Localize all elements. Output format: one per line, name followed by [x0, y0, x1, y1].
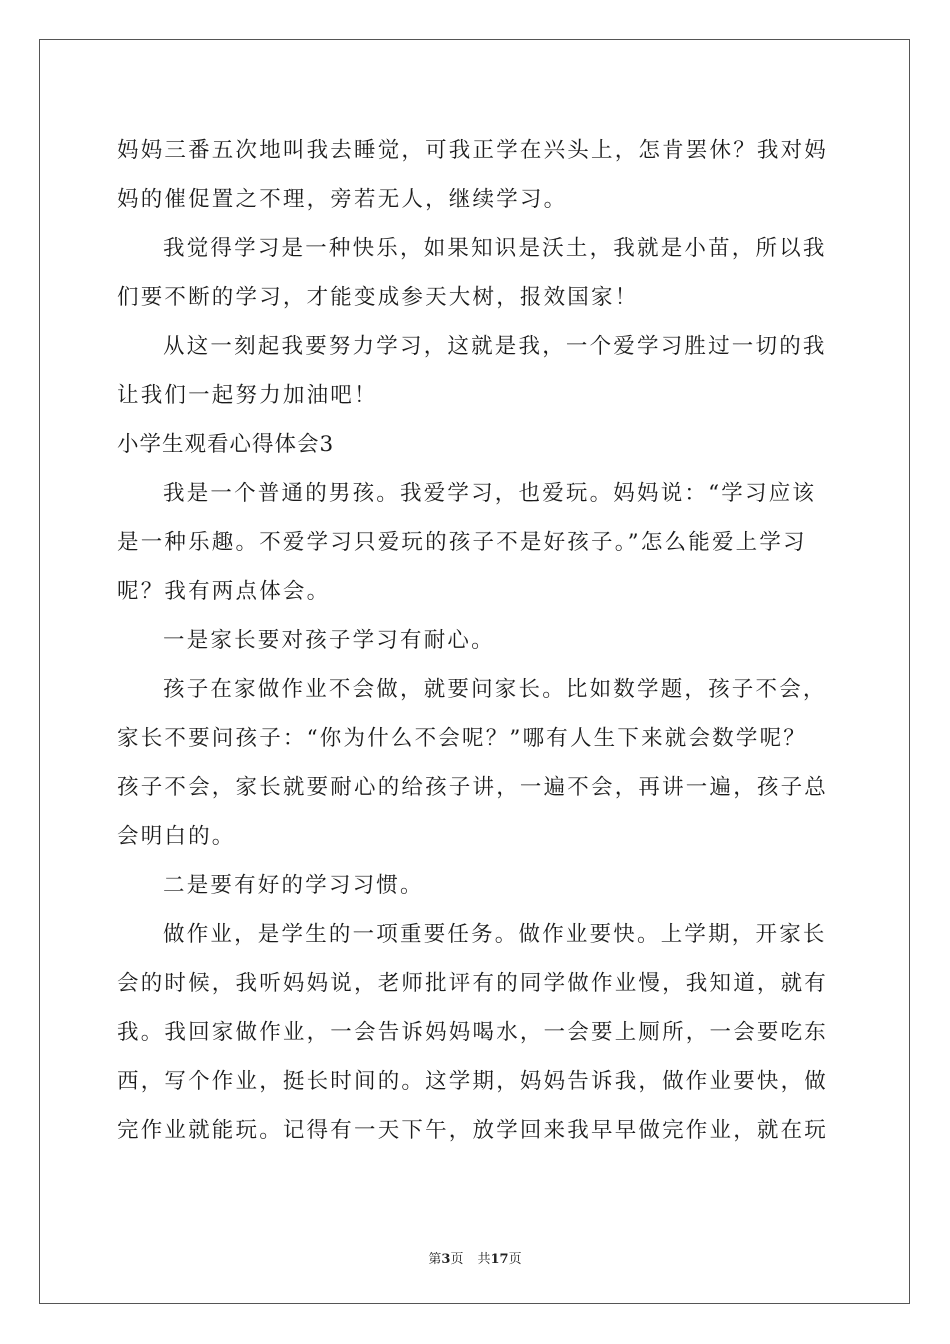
text-line: 们要不断的学习，才能变成参天大树，报效国家！: [117, 285, 639, 310]
text-line: 一是家长要对孩子学习有耐心。: [163, 628, 495, 653]
total-suffix: 页: [508, 1252, 522, 1267]
text-line: 孩子不会，家长就要耐心的给孩子讲，一遍不会，再讲一遍，孩子总: [117, 775, 829, 800]
text-line: 呢？我有两点体会。: [117, 579, 331, 604]
page-suffix: 页: [450, 1252, 464, 1267]
page-number: 3: [441, 1252, 451, 1267]
total-prefix: 共: [477, 1252, 491, 1267]
text-line: 我觉得学习是一种快乐，如果知识是沃土，我就是小苗，所以我: [163, 236, 827, 261]
page-footer: [0, 1248, 950, 1267]
text-line: 我。我回家做作业，一会告诉妈妈喝水，一会要上厕所，一会要吃东: [117, 1020, 829, 1045]
text-line: 妈妈三番五次地叫我去睡觉，可我正学在兴头上，怎肯罢休？我对妈: [117, 138, 829, 163]
text-line: 是一种乐趣。不爱学习只爱玩的孩子不是好孩子。”怎么能爱上学习: [117, 530, 807, 555]
text-line: 孩子在家做作业不会做，就要问家长。比如数学题，孩子不会，: [163, 677, 827, 702]
text-line: 家长不要问孩子：“你为什么不会呢？”哪有人生下来就会数学呢？: [117, 726, 807, 751]
text-line: 做作业，是学生的一项重要任务。做作业要快。上学期，开家长: [163, 922, 827, 947]
text-line: 西，写个作业，挺长时间的。这学期，妈妈告诉我，做作业要快，做: [117, 1069, 829, 1094]
text-line: 完作业就能玩。记得有一天下午，放学回来我早早做完作业，就在玩: [117, 1118, 829, 1143]
text-line: 我是一个普通的男孩。我爱学习，也爱玩。妈妈说：“学习应该: [163, 481, 817, 506]
text-line: 让我们一起努力加油吧！: [117, 383, 378, 408]
page-prefix: 第: [428, 1252, 442, 1267]
text-line: 二是要有好的学习习惯。: [163, 873, 424, 898]
document-body: [117, 126, 833, 1155]
text-line: 妈的催促置之不理，旁若无人，继续学习。: [117, 187, 568, 212]
section-heading: 小学生观看心得体会3: [117, 432, 335, 457]
text-line: 会明白的。: [117, 824, 236, 849]
total-pages: 17: [490, 1252, 509, 1267]
text-line: 会的时候，我听妈妈说，老师批评有的同学做作业慢，我知道，就有: [117, 971, 829, 996]
text-line: 从这一刻起我要努力学习，这就是我，一个爱学习胜过一切的我: [163, 334, 827, 359]
